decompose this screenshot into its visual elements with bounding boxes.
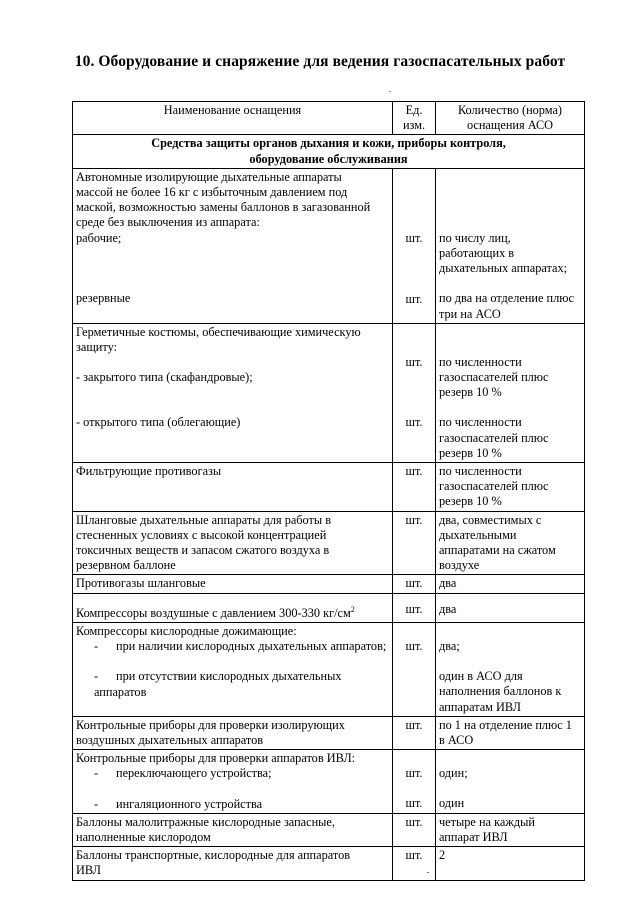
equipment-table	[72, 101, 585, 881]
unit-value: шт.	[405, 292, 423, 307]
qty-value: два;	[439, 638, 460, 653]
cell-qty: 2	[436, 847, 585, 880]
dash-marker: -	[94, 796, 99, 811]
dash-marker: -	[94, 639, 99, 654]
cell-qty: два, совместимых с дыхательными аппаратами на сжатом воздухе	[436, 511, 585, 575]
row-intro: Герметичные костюмы, обеспечивающие химическую защиту:	[76, 324, 361, 355]
cell-qty: по 1 на отделение плюс 1 в АСО	[436, 716, 585, 749]
cell-qty	[436, 323, 585, 462]
qty-value: один в АСО для наполнения баллонов к аппаратам ИВЛ	[439, 669, 562, 714]
cell-unit	[393, 168, 436, 323]
section-title: Средства защиты органов дыхания и кожи, приборы контроля, оборудование обслуживания	[73, 135, 585, 168]
scan-speck	[389, 91, 391, 92]
cell-name: Противогазы шланговые	[73, 575, 393, 593]
row-intro: Контрольные приборы для проверки аппаратов ИВЛ:	[76, 751, 356, 766]
dash-marker: -	[94, 766, 99, 781]
cell-name	[73, 593, 393, 622]
qty-value: по численности газоспасателей плюс резерв 10 %	[439, 354, 549, 400]
cell-name: Фильтрующие противогазы	[73, 463, 393, 512]
cell-name	[73, 750, 393, 814]
dash-marker: -	[94, 669, 99, 684]
table-row	[73, 511, 585, 575]
table-row	[73, 847, 585, 880]
header-unit: Ед. изм.	[393, 102, 436, 135]
cell-unit: шт.	[393, 511, 436, 575]
table-row	[73, 622, 585, 716]
qty-value: один	[439, 796, 465, 811]
cell-unit: шт.	[393, 847, 436, 880]
table-row	[73, 168, 585, 323]
qty-value: по два на отделение плюс три на АСО	[439, 291, 574, 321]
row-name-text: Компрессоры воздушные с давлением 300-330 кг/см	[76, 605, 351, 620]
cell-unit: шт.	[393, 575, 436, 593]
cell-qty: два	[436, 575, 585, 593]
unit-value: шт.	[405, 766, 423, 781]
header-name: Наименование оснащения	[73, 102, 393, 135]
row-sub-item: при наличии кислородных дыхательных аппаратов;	[116, 639, 387, 654]
cell-qty	[436, 750, 585, 814]
table-row	[73, 575, 585, 593]
cell-name: Баллоны малолитражные кислородные запасные, наполненные кислородом	[73, 813, 393, 846]
cell-unit: шт.	[393, 593, 436, 622]
cell-name: Баллоны транспортные, кислородные для аппаратов ИВЛ	[73, 847, 393, 880]
cell-qty: четыре на каждый аппарат ИВЛ	[436, 813, 585, 846]
row-intro: Компрессоры кислородные дожимающие:	[76, 623, 297, 638]
unit-value: шт.	[405, 796, 423, 811]
cell-unit	[393, 750, 436, 814]
qty-value: по числу лиц, работающих в дыхательных аппаратах;	[439, 230, 568, 276]
cell-name: Шланговые дыхательные аппараты для работы в стесненных условиях с высокой концентрацией токсичных веществ и запасом сжатого воздуха в резервном баллоне	[73, 511, 393, 575]
cell-unit: шт.	[393, 463, 436, 512]
cell-unit	[393, 622, 436, 716]
table-row	[73, 323, 585, 462]
table-row	[73, 813, 585, 846]
cell-unit: шт.	[393, 716, 436, 749]
unit-value: шт.	[405, 354, 423, 369]
row-sub-item: - закрытого типа (скафандровые);	[76, 370, 253, 385]
table-row	[73, 463, 585, 512]
qty-value: по численности газоспасателей плюс резерв 10 %	[439, 415, 549, 460]
table-row	[73, 750, 585, 814]
unit-value: шт.	[405, 230, 423, 245]
table-row	[73, 716, 585, 749]
row-sub-item: резервные	[76, 290, 131, 305]
cell-name	[73, 168, 393, 323]
cell-unit: шт.	[393, 813, 436, 846]
row-sub-item: рабочие;	[76, 230, 122, 245]
row-sub-item: ингаляционного устройства	[116, 796, 263, 811]
cell-unit	[393, 323, 436, 462]
table-header-row	[73, 102, 585, 135]
row-sub-item: - открытого типа (облегающие)	[76, 415, 241, 430]
unit-value: шт.	[405, 638, 423, 653]
header-qty: Количество (норма) оснащения АСО	[436, 102, 585, 135]
superscript: 2	[350, 604, 355, 614]
page-title: 10. Оборудование и снаряжение для ведения газоспасательных работ	[74, 53, 566, 70]
cell-qty: два	[436, 593, 585, 622]
cell-qty: по численности газоспасателей плюс резерв 10 %	[436, 463, 585, 512]
row-sub-item: при отсутствии кислородных дыхательных аппаратов	[94, 669, 342, 699]
cell-name	[73, 323, 393, 462]
row-sub-item: переключающего устройства;	[116, 766, 272, 781]
cell-name	[73, 622, 393, 716]
table-row	[73, 593, 585, 622]
row-intro: Автономные изолирующие дыхательные аппараты массой не более 16 кг с избыточным давлением под маской, возможностью замены баллонов в загазованной среде без выключения из аппарата:	[76, 169, 371, 230]
scan-speck	[427, 872, 429, 873]
unit-value: шт.	[405, 415, 423, 430]
qty-value: один;	[439, 766, 468, 781]
cell-qty	[436, 168, 585, 323]
cell-name: Контрольные приборы для проверки изолирующих воздушных дыхательных аппаратов	[73, 716, 393, 749]
cell-qty	[436, 622, 585, 716]
section-row	[73, 135, 585, 168]
